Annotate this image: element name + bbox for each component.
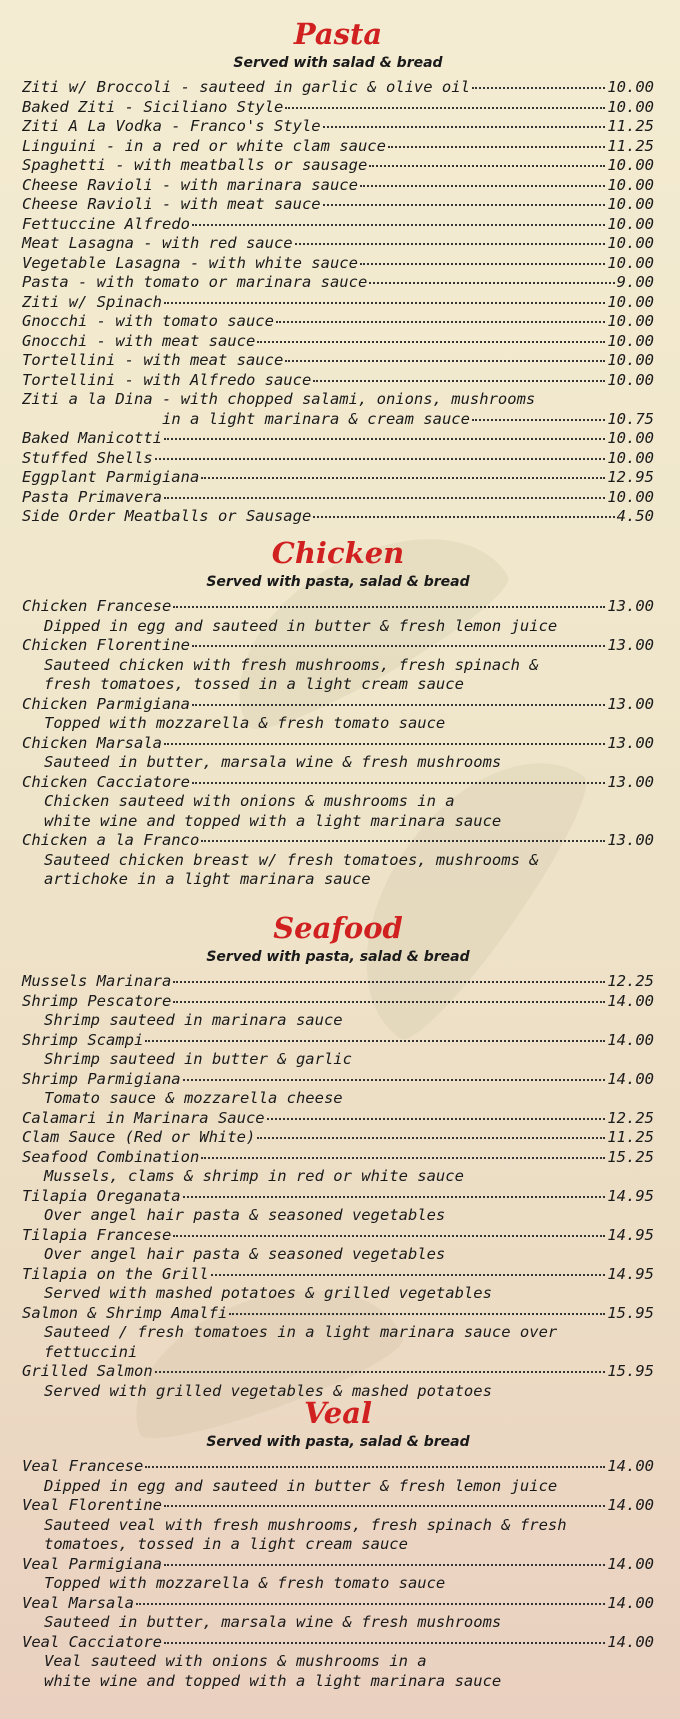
menu-item <box>22 1226 654 1246</box>
menu-item <box>22 1633 654 1653</box>
item-description: Served with grilled vegetables & mashed potatoes <box>44 1381 492 1400</box>
menu-item <box>22 1555 654 1575</box>
item-name: Tortellini - with Alfredo sauce <box>22 370 312 389</box>
item-price: 10.00 <box>607 175 654 194</box>
item-description: Sauteed in butter, marsala wine & fresh mushrooms <box>44 1613 502 1631</box>
item-price: 11.25 <box>607 1128 654 1146</box>
dot-leader <box>285 107 605 109</box>
item-name: Baked Manicotti <box>22 429 162 447</box>
dot-leader <box>173 981 605 983</box>
dot-leader <box>360 263 605 265</box>
dot-leader <box>201 1157 605 1159</box>
dot-leader <box>360 185 605 187</box>
item-price: 10.00 <box>607 429 654 447</box>
menu-item <box>22 507 654 527</box>
dot-leader <box>136 1603 605 1605</box>
item-name: Calamari in Marinara Sauce <box>22 1108 265 1127</box>
item-description: Topped with mozzarella & fresh tomato sauce <box>44 1574 446 1592</box>
item-price: 10.00 <box>607 214 654 233</box>
item-description: Chicken sauteed with onions & mushrooms in a <box>44 792 455 810</box>
item-price: 14.95 <box>607 1225 654 1244</box>
item-description: Veal sauteed with onions & mushrooms in a <box>44 1652 427 1670</box>
item-name: Chicken Cacciatore <box>22 772 190 791</box>
dot-leader <box>173 1001 605 1003</box>
item-name: Baked Ziti - Siciliano Style <box>22 97 284 116</box>
section-title: Seafood <box>273 911 403 945</box>
item-description: Sauteed chicken breast w/ fresh tomatoes, mushrooms & <box>44 850 539 869</box>
menu-item <box>22 1304 654 1324</box>
item-name: Cheese Ravioli - with marinara sauce <box>22 175 358 194</box>
item-name: Chicken Francese <box>22 597 172 615</box>
item-name: Veal Marsala <box>22 1593 134 1612</box>
item-name: Seafood Combination <box>22 1147 200 1166</box>
dot-leader <box>164 743 605 745</box>
item-price: 10.00 <box>607 351 654 369</box>
item-name: Veal Parmigiana <box>22 1554 162 1573</box>
menu-item <box>22 312 654 332</box>
item-price: 12.95 <box>607 468 654 486</box>
menu-item <box>22 254 654 274</box>
item-description: Tomato sauce & mozzarella cheese <box>44 1089 343 1107</box>
item-price: 10.00 <box>607 234 654 252</box>
item-description: Sauteed chicken with fresh mushrooms, fresh spinach & <box>44 655 539 674</box>
menu-item <box>22 137 654 157</box>
item-price: 14.00 <box>607 991 654 1010</box>
dot-leader <box>155 458 606 460</box>
dot-leader <box>192 782 605 784</box>
menu-item <box>22 293 654 313</box>
item-price: 10.00 <box>607 253 654 272</box>
item-price: 10.00 <box>607 448 654 467</box>
item-description: Shrimp sauteed in butter & garlic <box>44 1050 352 1068</box>
item-description: Mussels, clams & shrimp in red or white sauce <box>44 1167 464 1185</box>
item-price: 10.00 <box>607 195 654 213</box>
menu-item <box>22 215 654 235</box>
item-name: Spaghetti - with meatballs or sausage <box>22 156 368 174</box>
menu-item <box>22 597 654 617</box>
item-price: 10.00 <box>607 97 654 116</box>
item-description: Sauteed / fresh tomatoes in a light marinara sauce over fettuccini <box>44 1323 558 1361</box>
dot-leader <box>229 1313 605 1315</box>
dot-leader <box>267 1118 606 1120</box>
dot-leader <box>183 1196 606 1198</box>
menu-item <box>22 773 654 793</box>
dot-leader <box>472 87 605 89</box>
dot-leader <box>164 1564 605 1566</box>
menu-item <box>22 468 654 488</box>
dot-leader <box>285 360 605 362</box>
item-name: Tortellini - with meat sauce <box>22 351 284 369</box>
menu-item-continued <box>22 410 654 430</box>
item-name: Shrimp Pescatore <box>22 991 172 1010</box>
item-name: Meat Lasagna - with red sauce <box>22 234 293 252</box>
menu-item <box>22 273 654 293</box>
item-description: Topped with mozzarella & fresh tomato sauce <box>44 714 446 732</box>
item-description: Dipped in egg and sauteed in butter & fresh lemon juice <box>44 616 558 635</box>
item-name: Pasta Primavera <box>22 487 162 506</box>
item-name: Salmon & Shrimp Amalfi <box>22 1303 228 1322</box>
menu-item <box>22 156 654 176</box>
item-name: Fettuccine Alfredo <box>22 214 190 233</box>
item-price: 14.00 <box>607 1496 654 1514</box>
item-name: Side Order Meatballs or Sausage <box>22 507 312 525</box>
item-name: Tilapia on the Grill <box>22 1264 209 1283</box>
item-description: white wine and topped with a light marinara sauce <box>44 811 502 830</box>
dot-leader <box>164 302 605 304</box>
dot-leader <box>323 204 606 206</box>
item-price: 14.95 <box>607 1186 654 1205</box>
item-name: Gnocchi - with tomato sauce <box>22 312 274 330</box>
dot-leader <box>201 477 605 479</box>
dot-leader <box>295 243 606 245</box>
item-name: Veal Florentine <box>22 1496 162 1514</box>
item-price: 12.25 <box>607 1108 654 1127</box>
dot-leader <box>183 1079 606 1081</box>
item-name: Chicken Parmigiana <box>22 694 190 713</box>
menu-item <box>22 1109 654 1129</box>
item-description: artichoke in a light marinara sauce <box>44 870 371 888</box>
item-name: Ziti w/ Broccoli - sauteed in garlic & olive oil <box>22 78 470 96</box>
menu-section <box>22 1395 654 1691</box>
item-name: Clam Sauce (Red or White) <box>22 1128 256 1146</box>
menu-item <box>22 831 654 851</box>
dot-leader <box>192 224 605 226</box>
menu-item <box>22 734 654 754</box>
menu-item <box>22 1148 654 1168</box>
item-description: Sauteed veal with fresh mushrooms, fresh spinach & fresh <box>44 1515 567 1534</box>
item-price: 14.00 <box>607 1593 654 1612</box>
item-price: 9.00 <box>616 273 654 291</box>
section-subtitle: Served with pasta, salad & bread <box>206 1434 470 1450</box>
item-price: 13.00 <box>607 772 654 791</box>
item-name: Chicken a la Franco <box>22 831 200 849</box>
item-price: 15.25 <box>607 1147 654 1166</box>
menu-item <box>22 117 654 137</box>
menu-item <box>22 351 654 371</box>
menu-item <box>22 78 654 98</box>
menu-item <box>22 636 654 656</box>
menu-item <box>22 1457 654 1477</box>
dot-leader <box>257 341 605 343</box>
section-subtitle: Served with pasta, salad & bread <box>206 574 470 590</box>
dot-leader <box>173 606 605 608</box>
item-name: Ziti A La Vodka - Franco's Style <box>22 117 321 135</box>
dot-leader <box>313 380 605 382</box>
item-price: 13.00 <box>607 733 654 752</box>
item-price: 12.25 <box>607 972 654 990</box>
menu-item <box>22 98 654 118</box>
dot-leader <box>369 282 614 284</box>
dot-leader <box>145 1040 605 1042</box>
item-name: Pasta - with tomato or marinara sauce <box>22 273 368 291</box>
item-description: fresh tomatoes, tossed in a light cream sauce <box>44 675 464 693</box>
dot-leader <box>164 1505 605 1507</box>
menu-item <box>22 695 654 715</box>
dot-leader <box>192 645 605 647</box>
menu-item <box>22 195 654 215</box>
item-price: 10.75 <box>607 409 654 428</box>
item-price: 14.00 <box>607 1030 654 1049</box>
item-price: 14.00 <box>607 1632 654 1651</box>
item-name: Shrimp Parmigiana <box>22 1069 181 1088</box>
item-name: Gnocchi - with meat sauce <box>22 331 256 350</box>
item-name: Chicken Florentine <box>22 636 190 654</box>
section-subtitle: Served with salad & bread <box>233 55 443 71</box>
item-price: 10.00 <box>607 78 654 96</box>
item-price: 14.00 <box>607 1554 654 1573</box>
item-name: Vegetable Lasagna - with white sauce <box>22 253 358 272</box>
item-name: Tilapia Francese <box>22 1225 172 1244</box>
menu-item <box>22 1187 654 1207</box>
section-title: Veal <box>303 1396 373 1430</box>
item-name: Eggplant Parmigiana <box>22 468 200 486</box>
item-price: 10.00 <box>607 156 654 174</box>
dot-leader <box>257 1137 605 1139</box>
item-price: 14.00 <box>607 1457 654 1475</box>
item-name: Grilled Salmon <box>22 1362 153 1380</box>
dot-leader <box>276 321 605 323</box>
dot-leader <box>164 438 605 440</box>
item-price: 13.00 <box>607 636 654 654</box>
item-price: 13.00 <box>607 831 654 849</box>
item-name: Shrimp Scampi <box>22 1030 144 1049</box>
item-description: Served with mashed potatoes & grilled vegetables <box>44 1284 492 1302</box>
menu-section <box>22 910 654 1401</box>
menu-item <box>22 234 654 254</box>
item-name: Tilapia Oreganata <box>22 1186 181 1205</box>
item-price: 13.00 <box>607 694 654 713</box>
menu-item <box>22 1594 654 1614</box>
menu-item <box>22 429 654 449</box>
item-name: Cheese Ravioli - with meat sauce <box>22 195 321 213</box>
item-price: 11.25 <box>607 136 654 155</box>
menu-item <box>22 1070 654 1090</box>
item-description: white wine and topped with a light marinara sauce <box>44 1671 502 1690</box>
item-price: 14.95 <box>607 1264 654 1283</box>
menu-item <box>22 992 654 1012</box>
item-description: Over angel hair pasta & seasoned vegetables <box>44 1245 446 1263</box>
item-price: 11.25 <box>607 117 654 135</box>
menu-item <box>22 390 654 410</box>
menu-item <box>22 972 654 992</box>
item-price: 15.95 <box>607 1362 654 1380</box>
item-name-continued: in a light marinara & cream sauce <box>162 409 470 428</box>
dot-leader <box>313 516 614 518</box>
dot-leader <box>472 419 605 421</box>
menu-item <box>22 1362 654 1382</box>
menu-item <box>22 1031 654 1051</box>
menu-item <box>22 332 654 352</box>
item-name: Linguini - in a red or white clam sauce <box>22 136 386 155</box>
menu-section <box>22 16 654 527</box>
item-description: Over angel hair pasta & seasoned vegetables <box>44 1206 446 1224</box>
menu-item <box>22 449 654 469</box>
menu-item <box>22 371 654 391</box>
dot-leader <box>369 165 605 167</box>
item-name: Veal Cacciatore <box>22 1632 162 1651</box>
item-price: 13.00 <box>607 597 654 615</box>
item-price: 14.00 <box>607 1069 654 1088</box>
item-description: tomatoes, tossed in a light cream sauce <box>44 1535 408 1553</box>
menu-item <box>22 1128 654 1148</box>
item-name: Chicken Marsala <box>22 733 162 752</box>
menu-item <box>22 488 654 508</box>
menu-item <box>22 176 654 196</box>
item-description: Sauteed in butter, marsala wine & fresh mushrooms <box>44 753 502 771</box>
dot-leader <box>155 1371 606 1373</box>
menu-section <box>22 535 654 890</box>
item-price: 4.50 <box>616 507 654 525</box>
dot-leader <box>323 126 606 128</box>
item-price: 10.00 <box>607 312 654 330</box>
dot-leader <box>164 1642 605 1644</box>
item-description: Shrimp sauteed in marinara sauce <box>44 1011 343 1029</box>
section-title: Pasta <box>293 17 383 51</box>
dot-leader <box>192 704 605 706</box>
section-subtitle: Served with pasta, salad & bread <box>206 949 470 965</box>
item-price: 10.00 <box>607 331 654 350</box>
dot-leader <box>388 146 605 148</box>
item-price: 15.95 <box>607 1303 654 1322</box>
dot-leader <box>201 840 605 842</box>
item-price: 10.00 <box>607 292 654 311</box>
item-price: 10.00 <box>607 487 654 506</box>
menu-item <box>22 1265 654 1285</box>
item-name: Mussels Marinara <box>22 972 172 990</box>
dot-leader <box>211 1274 606 1276</box>
menu-item <box>22 1496 654 1516</box>
item-name: Ziti a la Dina - with chopped salami, onions, mushrooms <box>22 390 536 408</box>
dot-leader <box>173 1235 605 1237</box>
item-description: Dipped in egg and sauteed in butter & fresh lemon juice <box>44 1476 558 1495</box>
section-title: Chicken <box>271 536 405 570</box>
item-name: Ziti w/ Spinach <box>22 292 162 311</box>
item-name: Stuffed Shells <box>22 448 153 467</box>
dot-leader <box>164 497 605 499</box>
dot-leader <box>145 1466 605 1468</box>
item-name: Veal Francese <box>22 1457 144 1475</box>
item-price: 10.00 <box>607 370 654 389</box>
